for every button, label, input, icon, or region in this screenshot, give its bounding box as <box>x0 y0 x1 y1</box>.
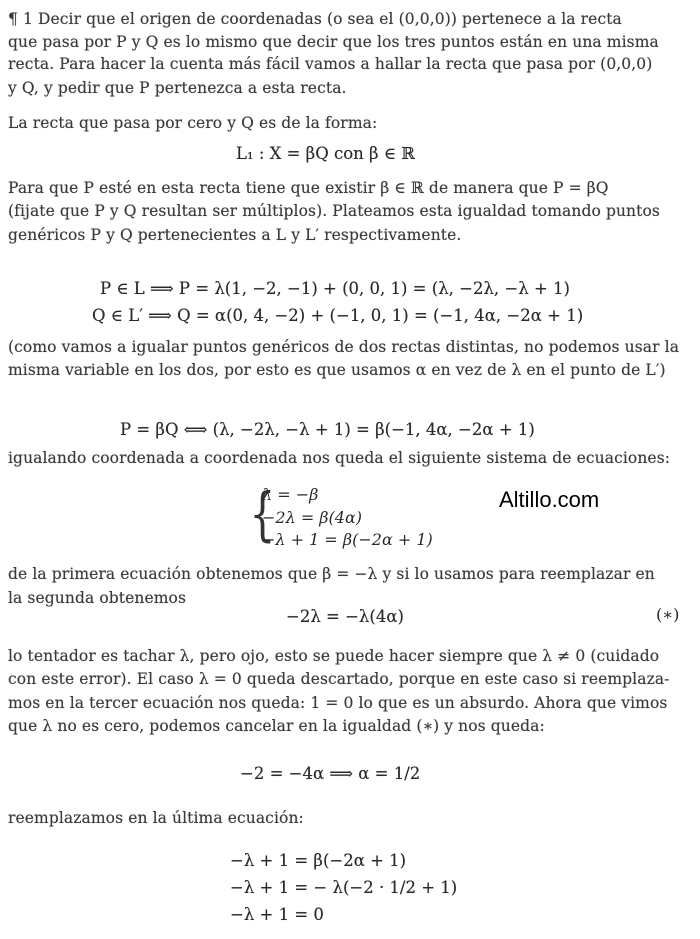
equation-q-in-l2: Q ∈ L′ ⟹ Q = α(0, 4, −2) + (−1, 0, 1) = (−1, 4α, −2α + 1) <box>92 306 584 325</box>
paragraph-line: igualando coordenada a coordenada nos queda el siguiente sistema de ecuaciones: <box>8 449 671 467</box>
paragraph-line: ¶ 1 Decir que el origen de coordenadas (o sea el (0,0,0)) pertenece a la recta <box>8 10 622 28</box>
paragraph-line: que pasa por P y Q es lo mismo que decir que los tres puntos están en una misma <box>8 33 659 51</box>
equation-second: −2λ = −λ(4α) <box>286 607 404 626</box>
system-equation: λ = −β <box>262 485 319 504</box>
equation-alpha: −2 = −4α ⟹ α = 1/2 <box>240 764 421 783</box>
paragraph-line: misma variable en los dos, por esto es que usamos α en vez de λ en el punto de L′) <box>8 361 666 379</box>
equation-p-in-l: P ∈ L ⟹ P = λ(1, −2, −1) + (0, 0, 1) = (λ, −2λ, −λ + 1) <box>100 279 570 298</box>
paragraph-line: recta. Para hacer la cuenta más fácil vamos a hallar la recta que pasa por (0,0,0) <box>8 55 653 73</box>
system-equation: −λ + 1 = β(−2α + 1) <box>262 530 433 549</box>
paragraph-line: y Q, y pedir que P pertenezca a esta recta. <box>8 79 347 97</box>
paragraph-line: con este error). El caso λ = 0 queda descartado, porque en este caso si reemplaza- <box>8 670 670 688</box>
paragraph-line: Para que P esté en esta recta tiene que existir β ∈ ℝ de manera que P = βQ <box>8 179 609 197</box>
equation-recta: L₁ : X = βQ con β ∈ ℝ <box>236 144 415 163</box>
paragraph-line: (fijate que P y Q resultan ser múltiplos). Plateamos esta igualdad tomando puntos <box>8 202 660 220</box>
paragraph-line: mos en la tercer ecuación nos queda: 1 = 0 lo que es un absurdo. Ahora que vimos <box>8 694 668 712</box>
system-brace: { <box>249 480 276 548</box>
watermark-text: Altillo.com <box>499 487 600 512</box>
paragraph-line: de la primera ecuación obtenemos que β = −λ y si lo usamos para reemplazar en <box>8 565 655 583</box>
paragraph-line: (como vamos a igualar puntos genéricos de dos rectas distintas, no podemos usar la <box>8 338 680 356</box>
equation-p-eq-bq: P = βQ ⟺ (λ, −2λ, −λ + 1) = β(−1, 4α, −2α + 1) <box>120 420 535 439</box>
equation-final: −λ + 1 = − λ(−2 · 1/2 + 1) <box>230 878 458 897</box>
paragraph-line: la segunda obtenemos <box>8 589 187 607</box>
equation-final: −λ + 1 = β(−2α + 1) <box>230 851 407 870</box>
paragraph-line: lo tentador es tachar λ, pero ojo, esto se puede hacer siempre que λ ≠ 0 (cuidado <box>8 647 660 665</box>
paragraph-line: que λ no es cero, podemos cancelar en la igualdad (∗) y nos queda: <box>8 717 545 735</box>
paragraph-line: genéricos P y Q pertenecientes a L y L′ respectivamente. <box>8 226 462 244</box>
equation-star-label: (∗) <box>656 605 680 624</box>
paragraph-line: La recta que pasa por cero y Q es de la forma: <box>8 114 378 132</box>
paragraph-line: reemplazamos en la última ecuación: <box>8 809 304 827</box>
system-equation: −2λ = β(4α) <box>262 508 363 527</box>
equation-final: −λ + 1 = 0 <box>230 905 324 924</box>
